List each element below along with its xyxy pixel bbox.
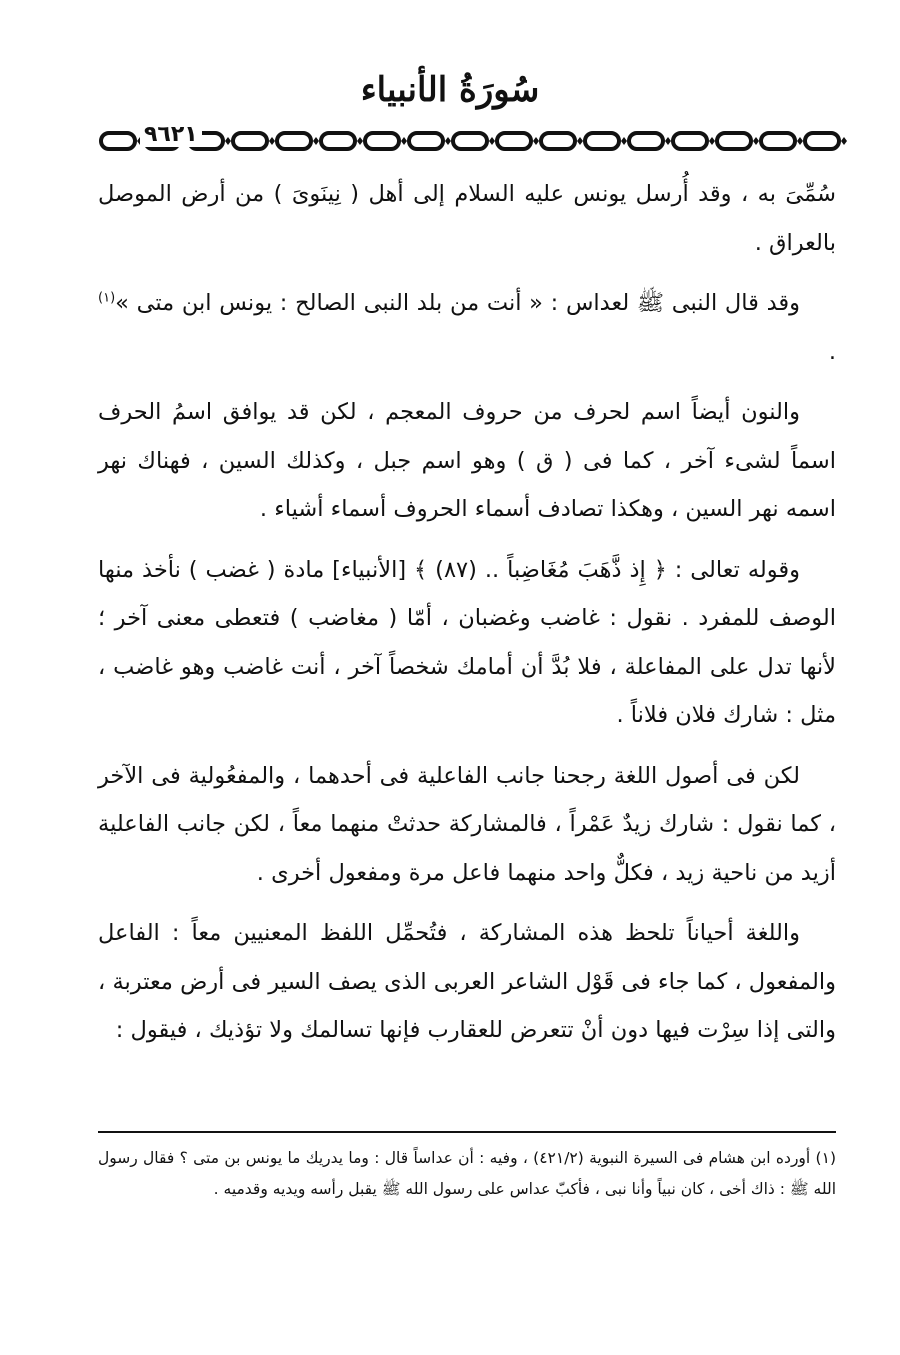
ornament-diamond [753, 137, 759, 145]
ornament-link [233, 133, 267, 149]
ornament-diamond [577, 137, 583, 145]
page-number: ٩٦٢١ [140, 122, 202, 147]
ornament-diamond [665, 137, 671, 145]
footnote-marker: (١) [815, 1149, 836, 1167]
ornament-link [805, 133, 839, 149]
ornament-diamond [357, 137, 363, 145]
ornament-link [761, 133, 795, 149]
ornament-link [321, 133, 355, 149]
ornament-link [717, 133, 751, 149]
ornament-link [629, 133, 663, 149]
footnote-reference: (١) [98, 290, 116, 306]
footnote-text: أورده ابن هشام فى السيرة النبوية (٤٢١/٢) ، وفيه : أن عداساً قال : وما يدريك ما يونس بن متى ؟ فقال رسول الله ﷺ : ذاك أخى ، كان نبياً وأنا نبى ، فأكبّ عداس على رسول الله ﷺ يقبل رأسه ويديه وقدميه . [98, 1149, 836, 1198]
paragraph: وقوله تعالى : ﴿ إِذ ذَّهَبَ مُغَاضِباً .. (٨٧) ﴾ [الأنبياء] مادة ( غضب ) نأخذ منها الوصف للمفرد . نقول : غاضب وغضبان ، أمّا ( مغاضب ) فتعطى معنى آخر ؛ لأنها تدل على المفاعلة ، فلا بُدَّ أن أمامك شخصاً آخر ، أنت غاضب وهو غاضب ، مثل : شارك فلان فلاناً . [98, 556, 836, 728]
ornament-link [585, 133, 619, 149]
paragraph: واللغة أحياناً تلحظ هذه المشاركة ، فتُحمِّل اللفظ المعنيين معاً : الفاعل والمفعول ، كما جاء فى قَوْل الشاعر العربى الذى يصف السير فى أرض معتربة ، والتى إذا سِرْت فيها دون أنْ تتعرض للعقارب فإنها تسالمك ولا تؤذيك ، فيقول : [98, 920, 836, 1043]
ornament-link [277, 133, 311, 149]
main-text [98, 170, 836, 1067]
ornament-diamond [709, 137, 715, 145]
paragraph: لكن فى أصول اللغة رجحنا جانب الفاعلية فى أحدهما ، والمفعُولية فى الآخر ، كما نقول : شارك زيدٌ عَمْراً ، فالمشاركة حدثتْ منهما معاً ، لكن جانب الفاعلية أزيد من ناحية زيد ، فكلٌّ واحد منهما فاعل مرة ومفعول أخرى . [98, 762, 836, 886]
ornament-link [541, 133, 575, 149]
ornament-link [409, 133, 443, 149]
ornament-diamond [445, 137, 451, 145]
footnote-item [98, 1143, 836, 1205]
footnotes [98, 1143, 836, 1205]
ornament-diamond [533, 137, 539, 145]
ornament-diamond [489, 137, 495, 145]
ornament-link [101, 133, 135, 149]
ornament-diamond [225, 137, 231, 145]
paragraph: وقد قال النبى ﷺ لعداس : « أنت من بلد النبى الصالح : يونس ابن متى »$^{(١)}$ . [98, 290, 836, 365]
paragraph: سُمِّىَ به ، وقد أُرسل يونس عليه السلام إلى أهل ( نِينَوىَ ) من أرض الموصل بالعراق . [98, 181, 836, 256]
ornament-diamond [313, 137, 319, 145]
ornament-link [497, 133, 531, 149]
paragraph: والنون أيضاً اسم لحرف من حروف المعجم ، لكن قد يوافق اسمُ الحرف اسماً لشىء آخر ، كما فى ( ق ) وهو اسم جبل ، وكذلك السين ، فهناك نهر اسمه نهر السين ، وهكذا تصادف أسماء الحروف أسماء أشياء . [98, 399, 836, 522]
ornament-diamond [841, 137, 847, 145]
footnote-divider [98, 1131, 836, 1133]
ornament-diamond [621, 137, 627, 145]
ornament-link [453, 133, 487, 149]
ornament-link [365, 133, 399, 149]
ornament-diamond [269, 137, 275, 145]
ornament-diamond [797, 137, 803, 145]
ornament-diamond [401, 137, 407, 145]
ornament-link [673, 133, 707, 149]
surah-title: سُورَةُ الأنبياء [360, 70, 540, 110]
paragraph-text: وقد قال النبى ﷺ لعداس : « أنت من بلد النبى الصالح : يونس ابن متى » [115, 290, 800, 316]
ornament-border [95, 123, 861, 159]
